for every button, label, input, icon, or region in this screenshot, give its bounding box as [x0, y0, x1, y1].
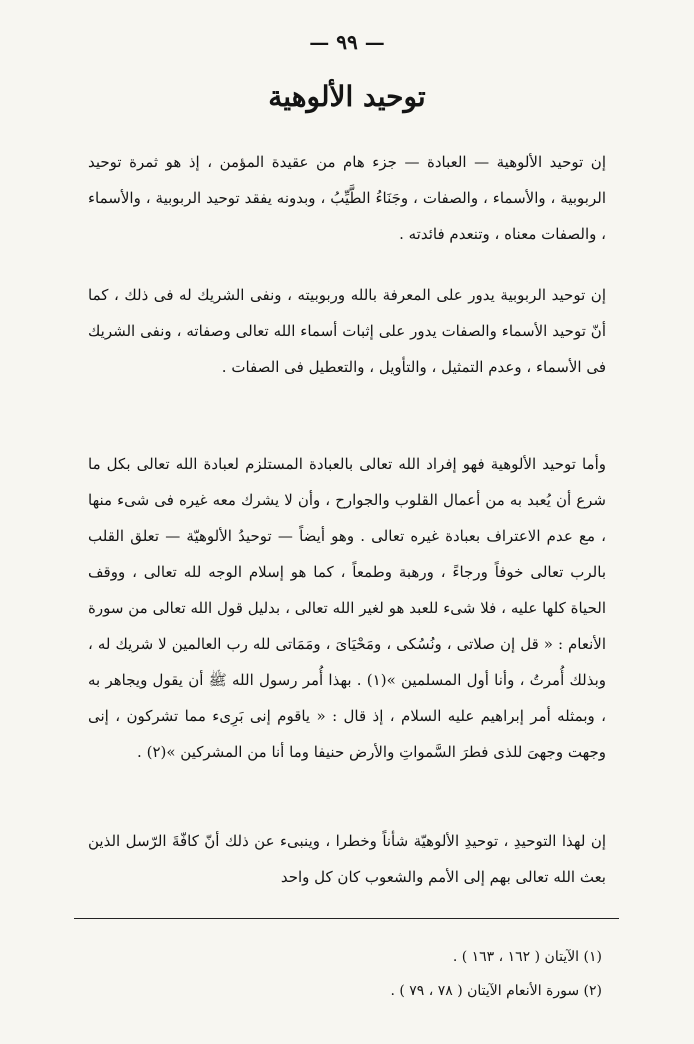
paragraph: إن لهذا التوحيدِ ، توحيدِ الألوهيّة شأناً وخطرا ، وينبىء عن ذلك أنّ كافّةَ الرّسل الذين بعث الله تعالى بهم إلى الأمم والشعوب كان كل واحد — [88, 832, 606, 886]
page-number: — ٩٩ — — [309, 30, 385, 54]
paragraph: إن توحيد الألوهية — العبادة — جزء هام من عقيدة المؤمن ، إذ هو ثمرة توحيد الربوبية ، والأسماء ، والصفات ، وجَنَاءُ الطَّيِّبُ ، وبدونه يفقد توحيد الربوبية ، والأسماء ، والصفات معناه ، وتنعدم فائدته . — [88, 153, 606, 243]
page-title: توحيد الألوهية — [268, 80, 426, 113]
footnotes — [88, 940, 602, 1008]
footnote-divider — [74, 918, 619, 919]
paragraph: وأما توحيد الألوهية فهو إفراد الله تعالى بالعبادة المستلزم لعبادة الله تعالى بكل ما شرع أن يُعبد به من أعمال القلوب والجوارح ، وأن لا يشرك معه غيره فى شىء منها ، مع عدم الاعتراف بعبادة غيره تعالى . وهو أيضاً — توحيدُ الألوهيّة — تعلق القلب بالرب تعالى خوفاً ورجاءً ، ورهبة وطمعاً ، كما هو إسلام الوجه لله تعالى ، ووقف الحياة كلها عليه ، فلا شىء للعبد هو لغير الله تعالى ، بدليل قول الله تعالى من سورة الأنعام : « قل إن صلاتى ، ونُسُكى ، ومَحْيَاىَ ، ومَمَاتى لله رب العالمين لا شريك له ، وبذلك أُمرتُ ، وأنا أول المسلمين »(١) . بهذا أُمر رسول الله ﷺ أن يقول ويجاهر به ، وبمثله أمر إبراهيم عليه السلام ، إذ قال : « ياقوم إنى بَرِىء مما تشركون ، إنى وجهت وجهىَ للذى فطرَ السَّمواتِ والأرض حنيفا وما أنا من المشركين »(٢) . — [88, 455, 607, 761]
paragraph: إن توحيد الربوبية يدور على المعرفة بالله وربوبيته ، ونفى الشريك له فى ذلك ، كما أنّ توحيد الأسماء والصفات يدور على إثبات أسماء الله تعالى وصفاته ، ونفى الشريك فى الأسماء ، وعدم التمثيل ، والتأويل ، والتعطيل فى الصفات . — [88, 286, 606, 376]
footnote: (١) الآيتان ( ١٦٢ ، ١٦٣ ) . — [452, 949, 602, 965]
footnote: (٢) سورة الأنعام الآيتان ( ٧٨ ، ٧٩ ) . — [390, 983, 602, 999]
